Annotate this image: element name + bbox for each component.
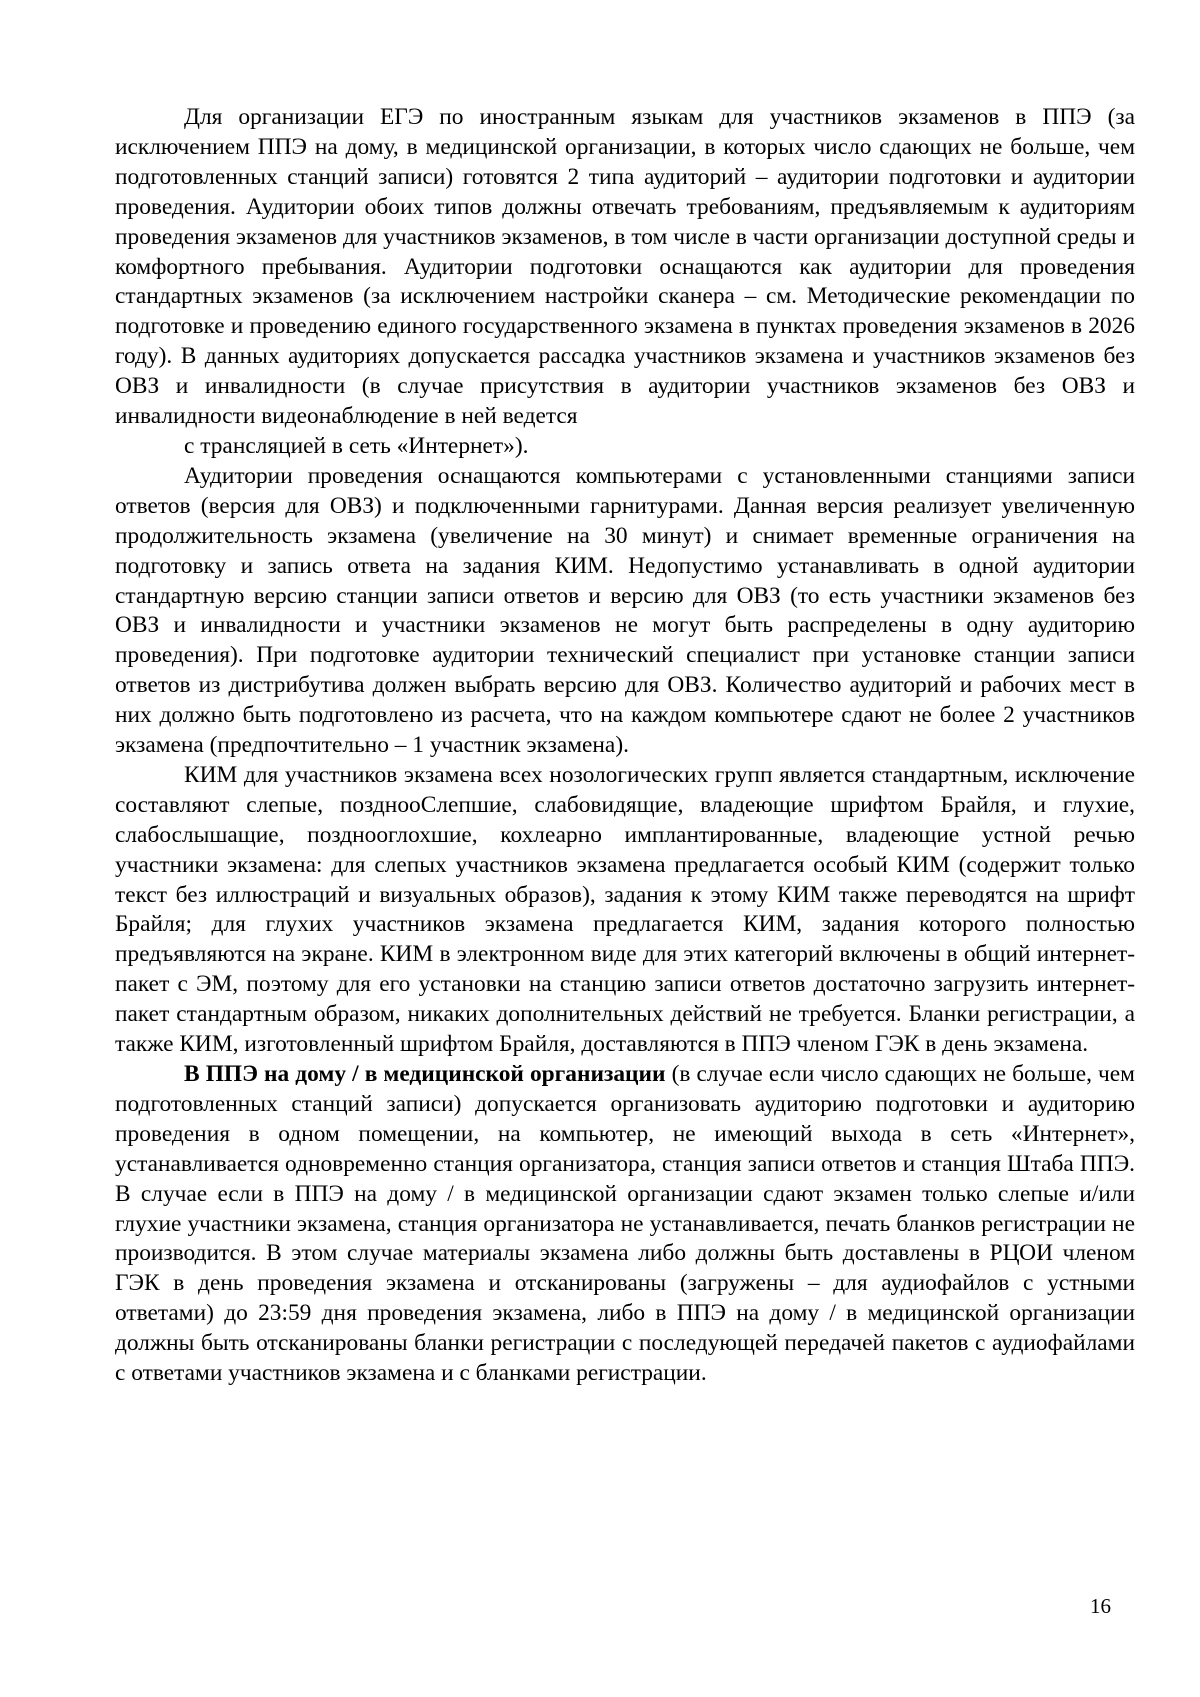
paragraph-home-medical-ppe-bold: В ППЭ на дому / в медицинской организации — [184, 1061, 666, 1087]
paragraph-kim-nosological-groups: КИМ для участников экзамена всех нозологических групп является стандартным, исключение составляют слепые, позднооСлепшие, слабовидящие, владеющие шрифтом Брайля, и глухие, слабослышащие, позднооглохшие, кохлеарно имплантированные, владеющие устной речью участники экзамена: для слепых участников экзамена предлагается особый КИМ (содержит только текст без иллюстраций и визуальных образов), задания к этому КИМ также переводятся на шрифт Брайля; для глухих участников экзамена предлагается КИМ, задания которого полностью предъявляются на экране. КИМ в электронном виде для этих категорий включены в общий интернет-пакет с ЭМ, поэтому для его установки на станцию записи ответов достаточно загрузить интернет-пакет стандартным образом, никаких дополнительных действий не требуется. Бланки регистрации, а также КИМ, изготовленный шрифтом Брайля, доставляются в ППЭ членом ГЭК в день экзамена. — [115, 761, 1135, 1058]
paragraph-home-medical-ppe — [115, 1060, 1135, 1389]
document-body — [115, 103, 1135, 1389]
paragraph-home-medical-ppe-text: (в случае если число сдающих не больше, чем подготовленных станций записи) допускается организовать аудиторию подготовки и аудиторию проведения в одном помещении, на компьютер, не имеющий выхода в сеть «Интернет», устанавливается одновременно станция организатора, станция записи ответов и станция Штаба ППЭ. В случае если в ППЭ на дому / в медицинской организации сдают экзамен только слепые и/или глухие участники экзамена, станция организатора не устанавливается, печать бланков регистрации не производится. В этом случае материалы экзамена либо должны быть доставлены в РЦОИ членом ГЭК в день проведения экзамена и отсканированы (загружены – для аудиофайлов с устными ответами) до 23:59 дня проведения экзамена, либо в ППЭ на дому / в медицинской организации должны быть отсканированы бланки регистрации с последующей передачей пакетов с аудиофайлами с ответами участников экзамена и с бланками регистрации. — [115, 1061, 1135, 1387]
paragraph-foreign-language-rooms: Для организации ЕГЭ по иностранным языкам для участников экзаменов в ППЭ (за исключением ППЭ на дому, в медицинской организации, в которых число сдающих не больше, чем подготовленных станций записи) готовятся 2 типа аудиторий – аудитории подготовки и аудитории проведения. Аудитории обоих типов должны отвечать требованиям, предъявляемым к аудиториям проведения экзаменов для участников экзаменов, в том числе в части организации доступной среды и комфортного пребывания. Аудитории подготовки оснащаются как аудитории для проведения стандартных экзаменов (за исключением настройки сканера – см. Методические рекомендации по подготовке и проведению единого государственного экзамена в пунктах проведения экзаменов в 2026 году). В данных аудиториях допускается рассадка участников экзамена и участников экзаменов без ОВЗ и инвалидности (в случае присутствия в аудитории участников экзаменов без ОВЗ и инвалидности видеонаблюдение в ней ведется — [115, 104, 1135, 430]
page-number: 16 — [1090, 1594, 1111, 1618]
paragraph-exam-rooms-equipment: Аудитории проведения оснащаются компьютерами с установленными станциями записи ответов (версия для ОВЗ) и подключенными гарнитурами. Данная версия реализует увеличенную продолжительность экзамена (увеличение на 30 минут) и снимает временные ограничения на подготовку и запись ответа на задания КИМ. Недопустимо устанавливать в одной аудитории стандартную версию станции записи ответов и версию для ОВЗ (то есть участники экзаменов без ОВЗ и инвалидности и участники экзаменов не могут быть распределены в одну аудиторию проведения). При подготовке аудитории технический специалист при установке станции записи ответов из дистрибутива должен выбрать версию для ОВЗ. Количество аудиторий и рабочих мест в них должно быть подготовлено из расчета, что на каждом компьютере сдают не более 2 участников экзамена (предпочтительно – 1 участник экзамена). — [115, 462, 1135, 759]
paragraph-internet-broadcast: с трансляцией в сеть «Интернет»). — [184, 432, 529, 459]
